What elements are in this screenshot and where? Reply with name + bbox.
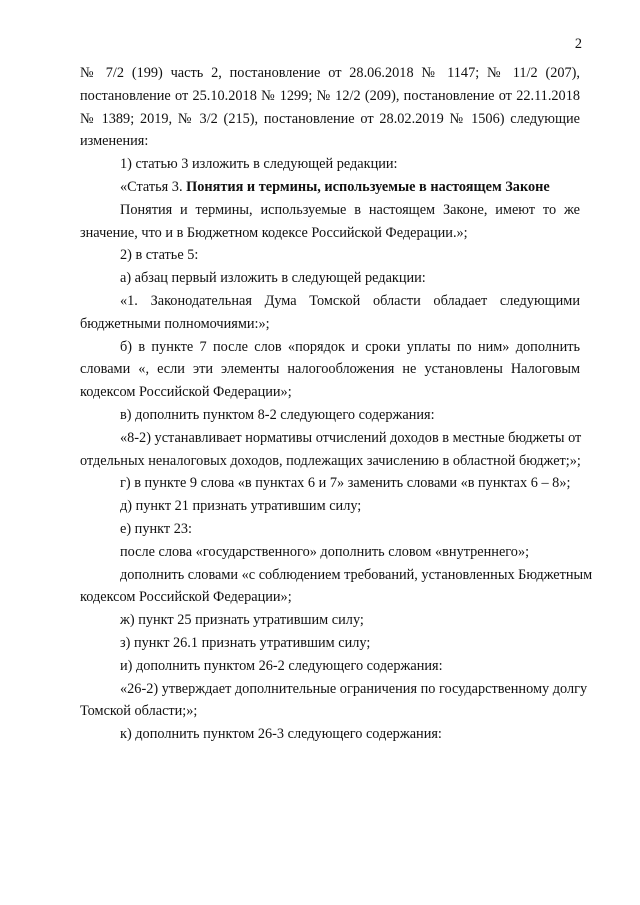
paragraph-line: а) абзац первый изложить в следующей редакции: (120, 270, 426, 287)
article-3-prefix: «Статья 3. (120, 178, 183, 195)
paragraph-line: и) дополнить пунктом 26-2 следующего содержания: (120, 657, 443, 674)
article-3-heading (80, 176, 580, 199)
paragraph-line: «8-2) устанавливает нормативы отчислений доходов в местные бюджеты от (120, 429, 582, 446)
paragraph-line: Томской области;»; (80, 703, 198, 720)
document-body (80, 62, 593, 746)
article-3-title: Понятия и термины, используемые в настоящем Законе (186, 178, 550, 195)
paragraph-line: изменения: (80, 133, 149, 150)
paragraph-line: з) пункт 26.1 признать утратившим силу; (120, 634, 371, 651)
paragraph-line: Понятия и термины, используемые в настоящем Законе, имеют то же (120, 201, 580, 218)
paragraph-line: значение, что и в Бюджетном кодексе Российской Федерации.»; (80, 224, 468, 241)
paragraph-line: «26-2) утверждает дополнительные ограничения по государственному долгу (120, 680, 588, 697)
paragraph-line: к) дополнить пунктом 26-3 следующего содержания: (120, 726, 442, 743)
paragraph-line: бюджетными полномочиями:»; (80, 315, 270, 332)
paragraph-line: б) в пункте 7 после слов «порядок и сроки уплаты по ним» дополнить (120, 338, 580, 355)
paragraph-line: ж) пункт 25 признать утратившим силу; (120, 612, 364, 629)
paragraph-line: в) дополнить пунктом 8-2 следующего содержания: (120, 406, 435, 423)
paragraph-line: кодексом Российской Федерации»; (80, 384, 292, 401)
paragraph-line: постановление от 25.10.2018 № 1299; № 12/2 (209), постановление от 22.11.2018 (80, 87, 580, 104)
paragraph-line: после слова «государственного» дополнить словом «внутреннего»; (120, 543, 530, 560)
paragraph-line: г) в пункте 9 слова «в пунктах 6 и 7» заменить словами «в пунктах 6 – 8»; (120, 475, 571, 492)
paragraph-line: словами «, если эти элементы налогообложения не установлены Налоговым (80, 361, 580, 378)
paragraph-line: отдельных неналоговых доходов, подлежащих зачислению в областной бюджет;»; (80, 452, 581, 469)
paragraph-line: дополнить словами «с соблюдением требований, установленных Бюджетным (120, 566, 593, 583)
paragraph-line: № 1389; 2019, № 3/2 (215), постановление от 28.02.2019 № 1506) следующие (80, 110, 580, 127)
paragraph-line: е) пункт 23: (120, 520, 192, 537)
page-number: 2 (574, 36, 582, 52)
paragraph-line: «1. Законодательная Дума Томской области обладает следующими (120, 292, 580, 309)
paragraph-line: д) пункт 21 признать утратившим силу; (120, 498, 362, 515)
paragraph-line: кодексом Российской Федерации»; (80, 589, 292, 606)
paragraph-line: № 7/2 (199) часть 2, постановление от 28.06.2018 № 1147; № 11/2 (207), (80, 65, 580, 81)
paragraph-line: 1) статью 3 изложить в следующей редакции: (120, 156, 398, 173)
paragraph-line: 2) в статье 5: (120, 247, 199, 264)
